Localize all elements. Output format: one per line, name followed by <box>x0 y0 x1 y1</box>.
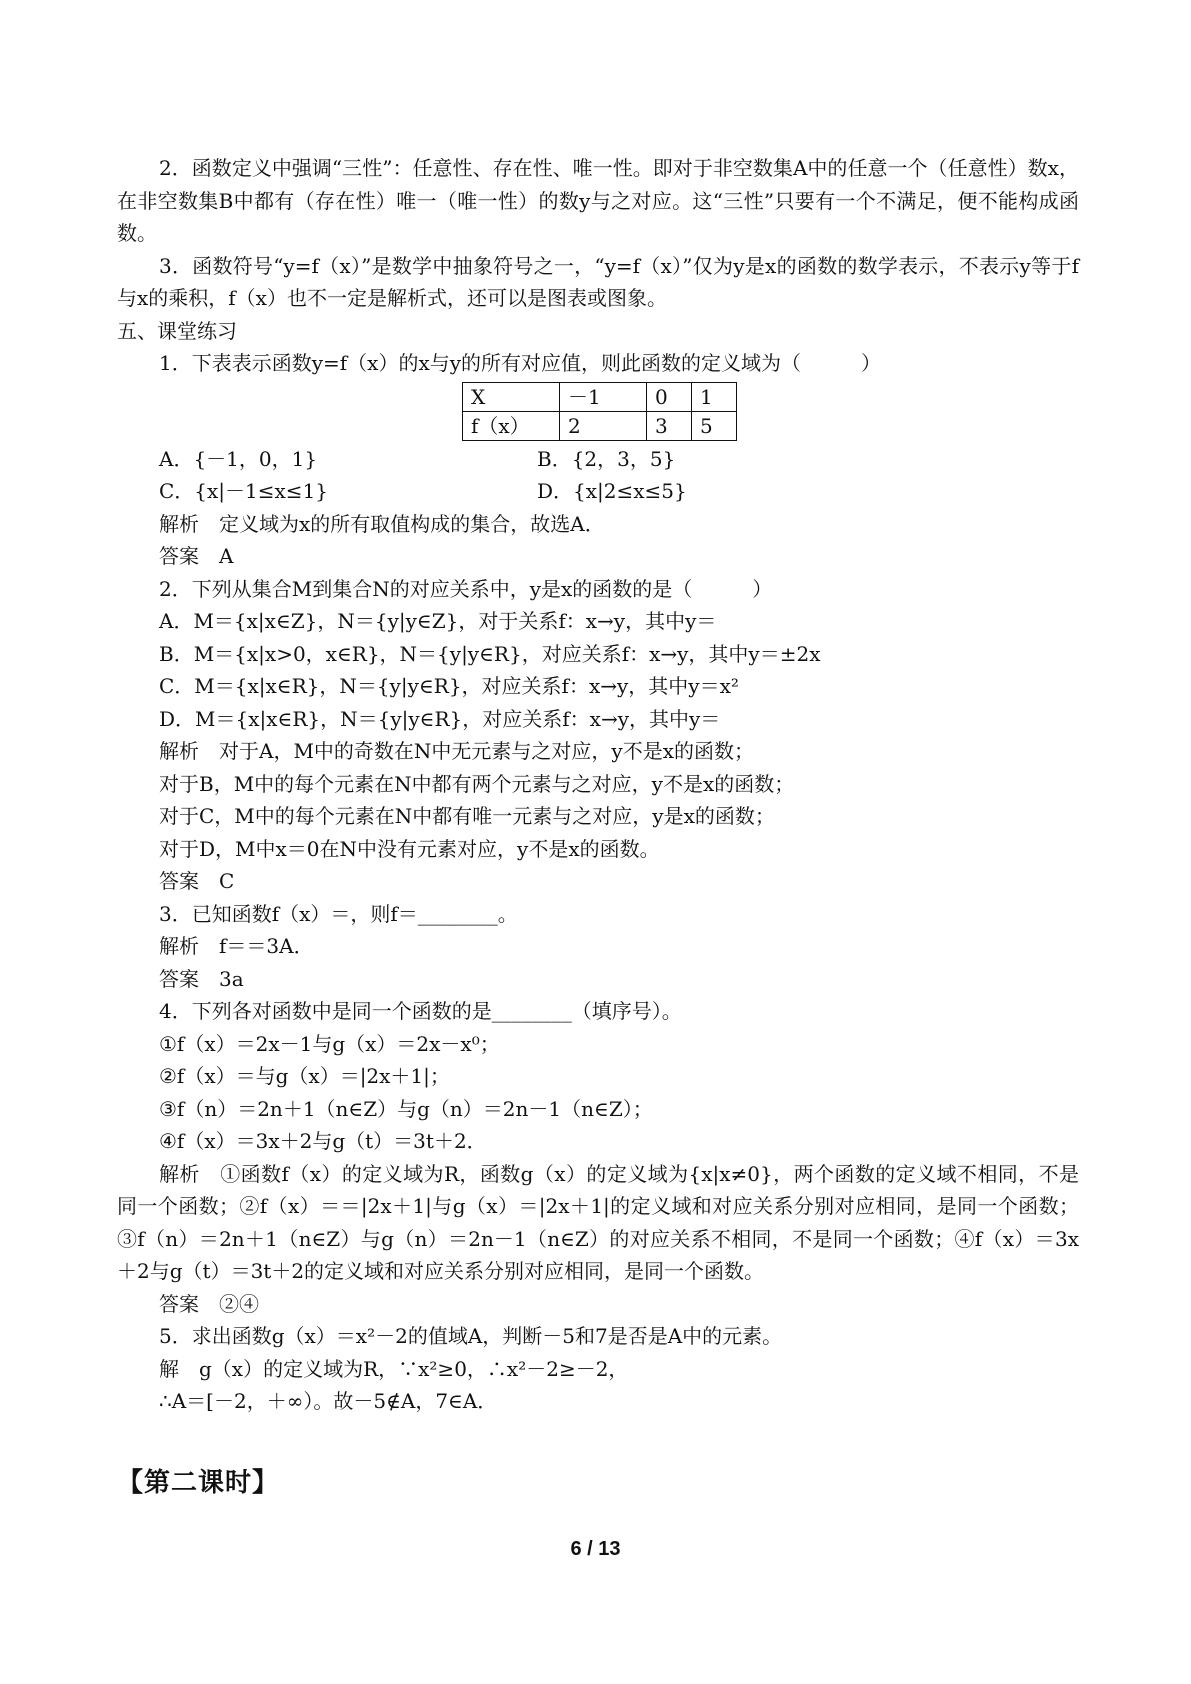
question-4-analysis: 解析 ①函数f（x）的定义域为R，函数g（x）的定义域为{x|x≠0}，两个函数的定义域不相同，不是同一个函数；②f（x）＝＝|2x＋1|与g（x）＝|2x＋1|的定义域和对应关系分别对应相同，是同一个函数；③f（n）＝2n＋1（n∈Z）与g（n）＝2n－1（n∈Z）的对应关系不相同，不是同一个函数；④f（x）＝3x＋2与g（t）＝3t＋2的定义域和对应关系分别对应相同，是同一个函数。 <box>117 1161 1079 1283</box>
second-lesson-heading: 【第二课时】 <box>117 1468 280 1498</box>
table-cell: f（x） <box>463 411 560 440</box>
question-4-stem: 4．下列各对函数中是同一个函数的是________（填序号）。 <box>159 999 682 1023</box>
paragraph-three-properties: 2．函数定义中强调“三性”：任意性、存在性、唯一性。即对于非空数集A中的任意一个（任意性）数x，在非空数集B中都有（存在性）唯一（唯一性）的数y与之对应。这“三性”只要有一个不满足，便不能构成函数。 <box>117 156 1079 245</box>
question-1-value-table <box>462 382 737 441</box>
question-4-item: ③f（n）＝2n＋1（n∈Z）与g（n）＝2n－1（n∈Z）； <box>159 1096 653 1121</box>
question-2-answer: 答案 C <box>159 869 235 893</box>
question-3-stem: 3．已知函数f（x）＝，则f＝________。 <box>159 901 518 926</box>
question-4-item: ①f（x）＝2x－1与g（x）＝2x－x⁰； <box>159 1031 500 1056</box>
option-a: A．{－1，0，1} <box>159 446 318 471</box>
question-5-solution-line: 解 g（x）的定义域为R，∵x²≥0，∴x²－2≥－2， <box>159 1356 629 1381</box>
question-2-option-a: A．M＝{x|x∈Z}，N＝{y|y∈Z}，对于关系f：x→y，其中y＝ <box>159 609 717 633</box>
question-2-analysis-line: 解析 对于A，M中的奇数在N中无元素与之对应，y不是x的函数； <box>159 739 754 763</box>
option-b: B．{2，3，5} <box>537 446 676 471</box>
question-1-options-row-1 <box>117 443 1079 476</box>
question-5-solution-line: ∴A＝[－2，＋∞）。故－5∉A，7∈A． <box>159 1389 498 1413</box>
table-cell: X <box>463 382 560 411</box>
question-4-item: ②f（x）＝与g（x）＝|2x＋1|； <box>159 1064 450 1088</box>
question-2-analysis-line: 对于C，M中的每个元素在N中都有唯一元素与之对应，y是x的函数； <box>159 804 775 828</box>
question-5-stem: 5．求出函数g（x）＝x²－2的值域A，判断－5和7是否是A中的元素。 <box>159 1324 783 1348</box>
table-cell: －1 <box>560 382 647 411</box>
question-1-stem: 1．下表表示函数y=f（x）的x与y的所有对应值，则此函数的定义域为（ ） <box>159 351 882 375</box>
question-3-analysis: 解析 f＝＝3A． <box>159 934 314 958</box>
table-cell: 2 <box>560 411 647 440</box>
question-4-answer: 答案 ②④ <box>159 1291 259 1316</box>
table-cell: 1 <box>692 382 737 411</box>
question-2-stem: 2．下列从集合M到集合N的对应关系中，y是x的函数的是（ ） <box>159 576 773 601</box>
question-2-option-b: B．M＝{x|x>0，x∈R}，N＝{y|y∈R}，对应关系f：x→y，其中y＝±2x <box>159 641 821 666</box>
question-2-analysis-line: 对于D，M中x＝0在N中没有元素对应，y不是x的函数。 <box>159 836 660 861</box>
option-d: D．{x|2≤x≤5} <box>537 479 687 503</box>
question-2-analysis-line: 对于B，M中的每个元素在N中都有两个元素与之对应，y不是x的函数； <box>159 771 795 796</box>
paragraph-function-notation: 3．函数符号“y=f（x）”是数学中抽象符号之一，“y=f（x）”仅为y是x的函数的数学表示，不表示y等于f与x的乘积，f（x）也不一定是解析式，还可以是图表或图象。 <box>117 253 1079 310</box>
table-cell: 5 <box>692 411 737 440</box>
question-3-answer: 答案 3a <box>159 966 244 991</box>
table-row <box>463 411 737 440</box>
option-c: C．{x|－1≤x≤1} <box>159 479 329 503</box>
question-4-item: ④f（x）＝3x＋2与g（t）＝3t＋2． <box>159 1129 487 1153</box>
page-number: 6 / 13 <box>570 1538 621 1560</box>
table-cell: 3 <box>647 411 692 440</box>
question-2-option-c: C．M＝{x|x∈R}，N＝{y|y∈R}，对应关系f：x→y，其中y＝x² <box>159 674 739 698</box>
question-1-answer: 答案 A <box>159 544 234 568</box>
table-row <box>463 382 737 411</box>
question-2-option-d: D．M＝{x|x∈R}，N＝{y|y∈R}，对应关系f：x→y，其中y＝ <box>159 706 721 731</box>
table-cell: 0 <box>647 382 692 411</box>
page-content <box>117 152 1079 1418</box>
section-title: 五、课堂练习 <box>117 318 237 343</box>
question-1-analysis: 解析 定义域为x的所有取值构成的集合，故选A． <box>159 511 605 536</box>
question-1-options-row-2 <box>117 475 1079 508</box>
